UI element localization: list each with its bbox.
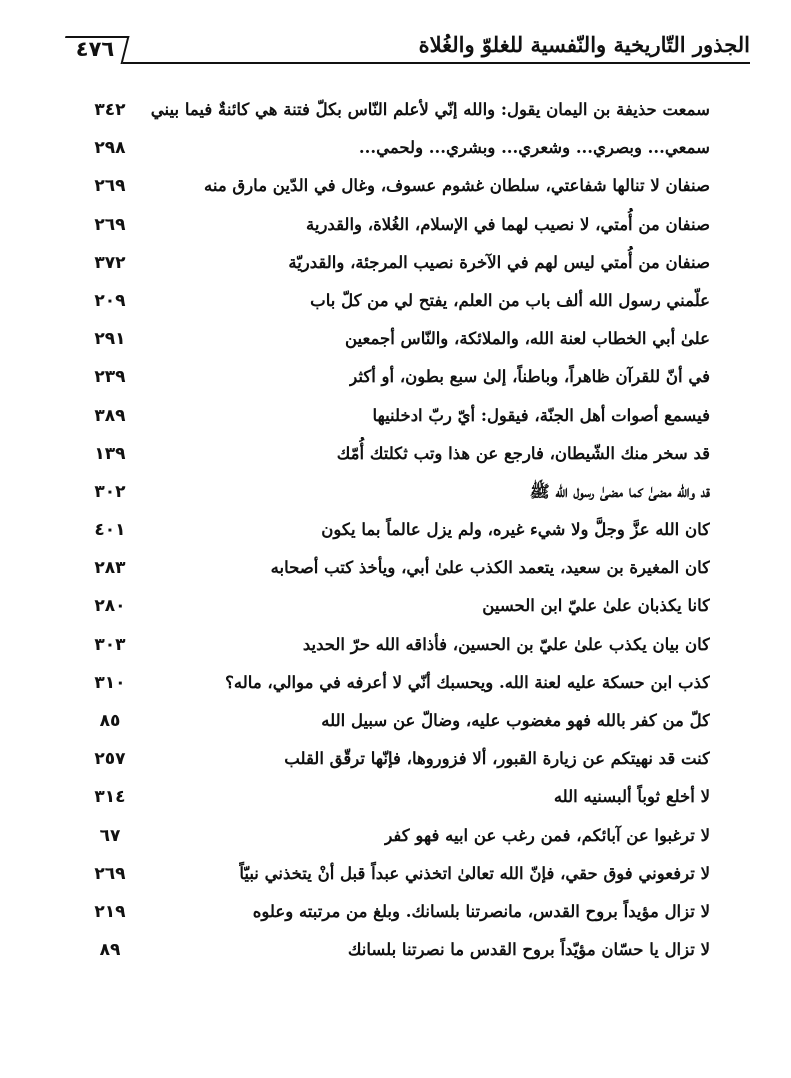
entry-text: لا ترغبوا عن آبائكم، فمن رغب عن ابيه فهو كفر (384, 825, 710, 845)
entry-page-number: ٤٠١ (94, 520, 126, 541)
header-rule (60, 62, 750, 64)
entry-text: قد سخر منك الشّيطان، فارجع عن هذا وتب ثكلتك أُمّك (336, 443, 710, 463)
index-entry (80, 322, 710, 360)
index-entry (80, 437, 710, 475)
index-entry (80, 208, 710, 246)
entry-page-number: ٣٠٢ (94, 481, 126, 502)
running-title: الجذور التّاريخية والنّفسية للغلوّ والغُلاة (418, 32, 750, 57)
entry-text: فيسمع أصوات أهل الجنّة، فيقول: أيّ ربّ ادخلنيها (372, 405, 710, 425)
entry-page-number: ٢٠٩ (94, 290, 126, 311)
entry-page-number: ٣١٤ (94, 787, 126, 808)
entry-text: سمعت حذيفة بن اليمان يقول: والله إنّي لأعلم النّاس بكلّ فتنة هي كائنةٌ فيما بيني (150, 100, 710, 119)
entry-page-number: ٢٩٨ (94, 138, 126, 159)
entry-text: كان بيان يكذب علىٰ عليّ بن الحسين، فأذاقه الله حرّ الحديد (302, 634, 710, 654)
entry-text: كذب ابن حسكة عليه لعنة الله. ويحسبك أنّي لا أعرفه في موالي، ماله؟ (225, 672, 710, 692)
entry-page-number: ٣٧٢ (94, 252, 126, 273)
index-entry (80, 780, 710, 818)
entry-text: كنت قد نهيتكم عن زيارة القبور، ألا فزوروها، فإنّها ترقّق القلب (284, 749, 710, 769)
entry-page-number: ٢٨٣ (94, 558, 126, 579)
index-entry (80, 742, 710, 780)
index-entry (80, 551, 710, 589)
index-entry (80, 704, 710, 742)
entry-page-number: ٢٦٩ (94, 176, 126, 197)
entry-page-number: ١٣٩ (94, 443, 126, 464)
page-header (60, 26, 750, 72)
entry-page-number: ٢٣٩ (94, 367, 126, 388)
entry-page-number: ٨٩ (99, 940, 121, 961)
index-entry (80, 475, 710, 513)
entry-page-number: ٢٩١ (94, 329, 126, 350)
index-entry (80, 399, 710, 437)
index-entry (80, 589, 710, 627)
entry-text: لا ترفعوني فوق حقي، فإنّ الله تعالىٰ اتخذني عبداً قبل أنْ يتخذني نبيّاً (239, 863, 710, 883)
entry-text: لا تزال مؤيداً بروح القدس، مانصرتنا بلسانك. وبلغ من مرتبته وعلوه (252, 901, 710, 921)
index-entry (80, 284, 710, 322)
index-entry (80, 131, 710, 169)
entry-page-number: ٢٦٩ (94, 863, 126, 884)
index-entry (80, 169, 710, 207)
entry-page-number: ٣١٠ (94, 672, 126, 693)
index-list (80, 93, 710, 971)
entry-page-number: ٣٠٣ (94, 634, 126, 655)
index-entry (80, 666, 710, 704)
index-entry (80, 857, 710, 895)
index-entry (80, 628, 710, 666)
index-entry (80, 246, 710, 284)
entry-text: صنفان من أُمتي، لا نصيب لهما في الإسلام، الغُلاة، والقدرية (306, 214, 710, 234)
entry-text: سمعي... وبصري... وشعري... وبشري... ولحمي... (358, 138, 710, 158)
entry-text: في أنّ للقرآن ظاهراً، وباطناً، إلىٰ سبع بطون، أو أكثر (349, 367, 710, 387)
entry-page-number: ٢٥٧ (94, 749, 126, 770)
entry-page-number: ٨٥ (99, 711, 121, 731)
index-entry (80, 93, 710, 131)
index-entry (80, 360, 710, 398)
entry-text: علىٰ أبي الخطاب لعنة الله، والملائكة، والنّاس أجمعين (344, 329, 710, 349)
entry-text: لا أخلع ثوباً ألبسنيه الله (553, 787, 710, 807)
index-entry (80, 895, 710, 933)
entry-text: كانا يكذبان علىٰ عليّ ابن الحسين (482, 596, 710, 616)
entry-page-number: ٢١٩ (94, 901, 126, 922)
entry-page-number: ٢٦٩ (94, 214, 126, 235)
entry-text: قد والله مضىٰ كما مضىٰ رسول الله ﷺ (529, 481, 710, 501)
index-entry (80, 513, 710, 551)
page-number: ٤٧٦ (75, 37, 115, 61)
entry-text: كان المغيرة بن سعيد، يتعمد الكذب علىٰ أبي، ويأخذ كتب أصحابه (270, 558, 710, 578)
entry-page-number: ٣٤٢ (94, 100, 126, 120)
entry-page-number: ٦٧ (99, 825, 121, 846)
entry-page-number: ٢٨٠ (94, 596, 126, 617)
entry-text: صنفان من أُمتي ليس لهم في الآخرة نصيب المرجئة، والقدريّة (288, 252, 710, 272)
entry-text: صنفان لا تنالها شفاعتي، سلطان غشوم عسوف، وغال في الدّين مارق منه (204, 176, 710, 196)
entry-text: كلّ من كفر بالله فهو مغضوب عليه، وضالّ عن سبيل الله (321, 711, 710, 730)
index-entry (80, 819, 710, 857)
entry-text: لا تزال يا حسّان مؤيّداً بروح القدس ما نصرتنا بلسانك (347, 940, 710, 960)
entry-text: كان الله عزَّ وجلَّ ولا شيء غيره، ولم يزل عالماً بما يكون (321, 520, 710, 540)
entry-text: علّمني رسول الله ألف باب من العلم، يفتح لي من كلّ باب (310, 290, 710, 310)
entry-page-number: ٣٨٩ (94, 405, 126, 426)
index-entry (80, 933, 710, 971)
